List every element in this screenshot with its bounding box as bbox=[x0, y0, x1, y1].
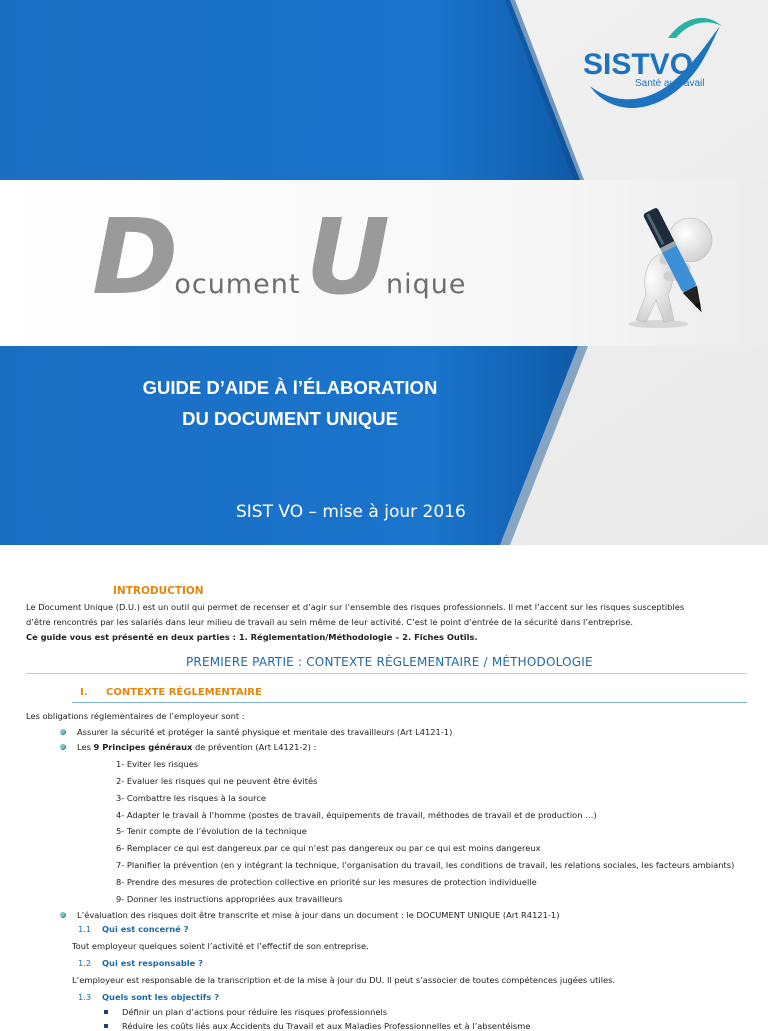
subsection-title: Qui est concerné ? bbox=[102, 924, 189, 934]
section-number: I. bbox=[80, 687, 88, 698]
bullet-icon bbox=[60, 912, 66, 918]
principle-item: 6- Remplacer ce qui est dangereux par ce qui n’est pas dangereux ou par ce qui est moins dangereux bbox=[116, 843, 541, 853]
principle-item: 8- Prendre des mesures de protection collective en priorité sur les mesures de protection individuelle bbox=[116, 877, 537, 887]
subsection-title: Qui est responsable ? bbox=[102, 958, 203, 968]
bullet-text-suffix: de prévention (Art L4121-2) : bbox=[192, 742, 317, 752]
square-bullet-icon bbox=[104, 1010, 108, 1014]
subsection-number: 1.1 bbox=[78, 924, 92, 934]
bullet-text-prefix: Les bbox=[77, 742, 94, 752]
figure-with-pen-icon bbox=[618, 196, 726, 331]
part-heading-divider bbox=[26, 673, 747, 674]
subsection-text: L’employeur est responsable de la transcription et de la mise à jour du DU. Il peut s’associer de toutes compétences jugées utiles. bbox=[72, 975, 616, 985]
subsection-heading bbox=[78, 958, 203, 968]
document-unique-title bbox=[92, 196, 467, 318]
subsection-heading bbox=[78, 992, 219, 1002]
bullet-item bbox=[60, 910, 559, 920]
subtitle-line-1: GUIDE D’AIDE À l’ÉLABORATION bbox=[142, 377, 438, 398]
update-line: SIST VO – mise à jour 2016 bbox=[236, 502, 466, 522]
intro-paragraph-line-2: d’être rencontrés par les salariés dans leur milieu de travail au sein même de leur activité. C’est le point d’entrée de la sécurité dans l’entreprise. bbox=[26, 617, 633, 627]
section-title: CONTEXTE RÉGLEMENTAIRE bbox=[106, 687, 262, 698]
introduction-heading: INTRODUCTION bbox=[113, 585, 204, 597]
principle-item: 3- Combattre les risques à la source bbox=[116, 793, 266, 803]
subsection-title: Quels sont les objectifs ? bbox=[102, 992, 220, 1002]
principle-item: 9- Donner les instructions appropriées aux travailleurs bbox=[116, 894, 343, 904]
principle-item: 2- Evaluer les risques qui ne peuvent être évités bbox=[116, 776, 318, 786]
bullet-item bbox=[60, 742, 316, 752]
square-bullet-icon bbox=[104, 1024, 108, 1028]
bullet-icon bbox=[60, 729, 66, 735]
document-body bbox=[0, 545, 768, 1031]
title-letter-u: U bbox=[305, 196, 386, 318]
section-divider bbox=[72, 702, 747, 703]
bullet-icon bbox=[60, 744, 66, 750]
objective-item bbox=[104, 1007, 387, 1017]
title-word-nique: nique bbox=[385, 269, 467, 300]
objective-item bbox=[104, 1021, 530, 1031]
intro-paragraph-line-3: Ce guide vous est présenté en deux parties : 1. Réglementation/Méthodologie – 2. Fiches Outils. bbox=[26, 632, 478, 642]
bullet-text: L’évaluation des risques doit être transcrite et mise à jour dans un document : le DOCUMENT UNIQUE (Art R4121-1) bbox=[77, 910, 560, 920]
bullet-text: Assurer la sécurité et protéger la santé physique et mentale des travailleurs (Art L4121-1) bbox=[77, 727, 453, 737]
title-letter-d: D bbox=[92, 196, 175, 318]
principle-item: 7- Planifier la prévention (en y intégrant la technique, l’organisation du travail, les conditions de travail, les relations sociales, les facteurs ambiants) bbox=[116, 860, 735, 870]
intro-paragraph-line-1: Le Document Unique (D.U.) est un outil qui permet de recenser et d’agir sur l’ensemble des risques professionnels. Il met l’accent sur les risques susceptibles bbox=[26, 602, 685, 612]
section-heading bbox=[80, 687, 262, 698]
title-word-ocument: ocument bbox=[174, 269, 301, 300]
obligations-lead: Les obligations réglementaires de l’employeur sont : bbox=[26, 711, 245, 721]
bullet-item bbox=[60, 727, 452, 737]
subsection-text: Tout employeur quelques soient l’activité et l’effectif de son entreprise. bbox=[72, 941, 369, 951]
part-one-heading: PREMIERE PARTIE : CONTEXTE RÉGLEMENTAIRE / MÉTHODOLOGIE bbox=[186, 655, 593, 669]
principle-item: 5- Tenir compte de l’évolution de la technique bbox=[116, 826, 307, 836]
bullet-text-bold: 9 Principes généraux bbox=[93, 742, 193, 752]
logo-tagline: Santé au travail bbox=[635, 78, 705, 89]
subsection-number: 1.3 bbox=[78, 992, 92, 1002]
subsection-heading bbox=[78, 924, 189, 934]
subsection-number: 1.2 bbox=[78, 958, 92, 968]
principle-item: 1- Eviter les risques bbox=[116, 759, 199, 769]
subtitle-line-2: DU DOCUMENT UNIQUE bbox=[182, 408, 398, 429]
guide-subtitle bbox=[120, 372, 460, 434]
sistvo-logo bbox=[580, 8, 730, 120]
principle-item: 4- Adapter le travail à l’homme (postes de travail, équipements de travail, méthodes de travail et de production …) bbox=[116, 810, 597, 820]
objective-text: Définir un plan d’actions pour réduire les risques professionnels bbox=[122, 1007, 388, 1017]
objective-text: Réduire les coûts liés aux Accidents du Travail et aux Maladies Professionnelles et à l’absentéisme bbox=[122, 1021, 531, 1031]
logo-text: SISTVO bbox=[583, 48, 694, 81]
